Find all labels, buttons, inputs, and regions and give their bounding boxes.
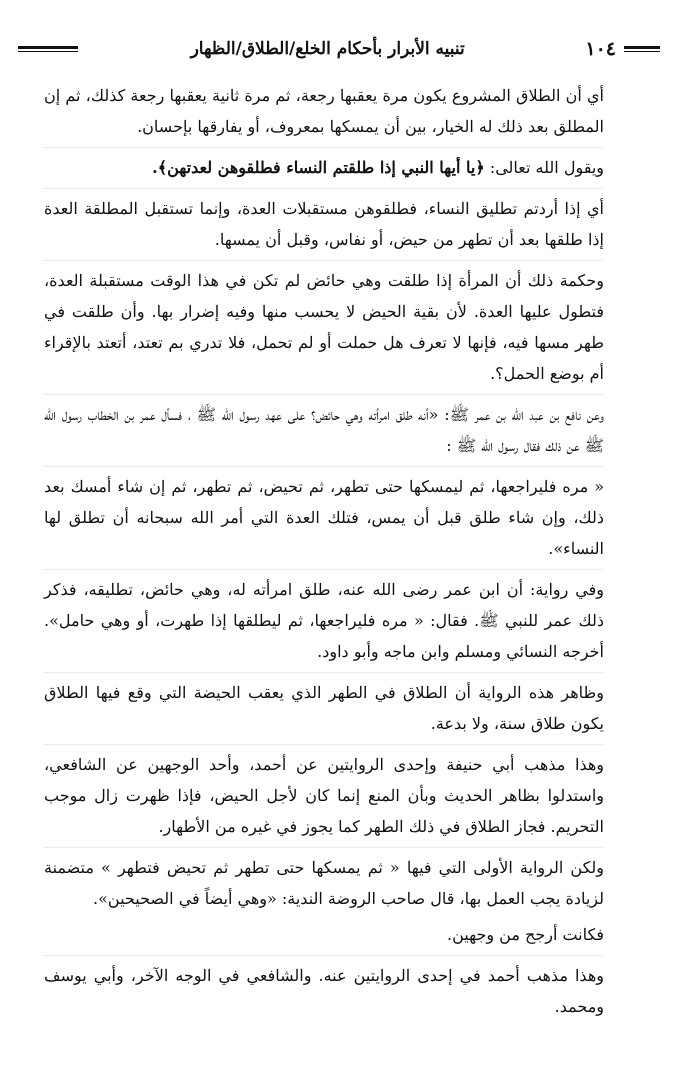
verse-lead: ويقول الله تعالى: xyxy=(484,158,604,177)
paragraph-11: فكانت أرجح من وجهين. xyxy=(446,925,604,944)
paragraph-5: وعن نافع بن عبد الله بن عمر ﷺ: «أنه طلق امرأته وهي حائض؟ على عهد رسول الله ﷺ ، فسأل عمر بن الخطاب رسول الله ﷺ عن ذلك فقال رسول الله ﷺ : xyxy=(44,394,604,461)
body-text xyxy=(44,80,604,1027)
paragraph-3: أي إذا أردتم تطليق النساء، فطلقوهن مستقبلات العدة، وإنما تستقبل المطلقة العدة إذا طلقها بعد أن تطهر من حيض، أو نفاس، وقبل أن يمسها. xyxy=(44,188,604,255)
paragraph-8: وظاهر هذه الرواية أن الطلاق في الطهر الذي يعقب الحيضة التي وقع فيها الطلاق يكون طلاق سنة، ولا بدعة. xyxy=(44,672,604,739)
paragraph-7: وفي رواية: أن ابن عمر رضى الله عنه، طلق امرأته له، وهي حائض، تطليقه، فذكر ذلك عمر للنبي ﷺ. فقال: « مره فليراجعها، ثم ليطلقها إذا طهرت، أو وهي حامل». أخرجه النسائي ومسلم وابن ماجه وأبو داود. xyxy=(44,569,604,667)
paragraph-6-hadith: « مره فليراجعها، ثم ليمسكها حتى تطهر، ثم تحيض، ثم تطهر، ثم إن شاء أمسك بعد ذلك، وإن شاء طلق قبل أن يمس، فتلك العدة التي أمر الله سبحانه أن تطلق لها النساء». xyxy=(44,466,604,564)
header-rule-right xyxy=(624,46,660,52)
paragraph-1: أي أن الطلاق المشروع يكون مرة يعقبها رجعة، ثم مرة ثانية يعقبها رجعة كذلك، ثم إن المطلق بعد ذلك له الخيار، بين أن يمسكها بمعروف، أو يفارقها بإحسان. xyxy=(44,86,604,136)
paragraph-2-verse xyxy=(44,147,604,183)
page-number: ١٠٤ xyxy=(585,38,616,60)
paragraph-10: ولكن الرواية الأولى التي فيها « ثم يمسكها حتى تطهر ثم تحيض فتطهر » متضمنة لزيادة يجب العمل بها، قال صاحب الروضة الندية: «وهي أيضاً في الصحيحين». xyxy=(44,847,604,914)
paragraph-12: وهذا مذهب أحمد في إحدى الروايتين عنه. والشافعي في الوجه الآخر، وأبي يوسف ومحمد. xyxy=(44,955,604,1022)
paragraph-9: وهذا مذهب أبي حنيفة وإحدى الروايتين عن أحمد، وأحد الوجهين عن الشافعي، واستدلوا بظاهر الحديث وبأن المنع إنما كان لأجل الحيض، فإذا ظهرت زال موجب التحريم. فجاز الطلاق في ذلك الطهر كما يجوز في غيره من الأطهار. xyxy=(44,744,604,842)
header-rule-left xyxy=(18,46,78,52)
verse-quote: ﴿يا أيها النبي إذا طلقتم النساء فطلقوهن لعدتهن﴾. xyxy=(152,158,485,177)
paragraph-4: وحكمة ذلك أن المرأة إذا طلقت وهي حائض لم تكن في هذا الوقت مستقبلة العدة، فتطول عليها العدة. لأن بقية الحيض لا يحسب منها وفيه إضرار بها. وأن طلقت في طهر مسها فيه، فإنها لا تعرف هل حملت أو لم تحمل، فلا تدري بم تعتد، أتعتد بالإقراء أم بوضع الحمل؟. xyxy=(44,260,604,389)
page-header xyxy=(18,34,660,64)
running-title: تنبيه الأبرار بأحكام الخلع/الطلاق/الظهار xyxy=(190,39,465,59)
